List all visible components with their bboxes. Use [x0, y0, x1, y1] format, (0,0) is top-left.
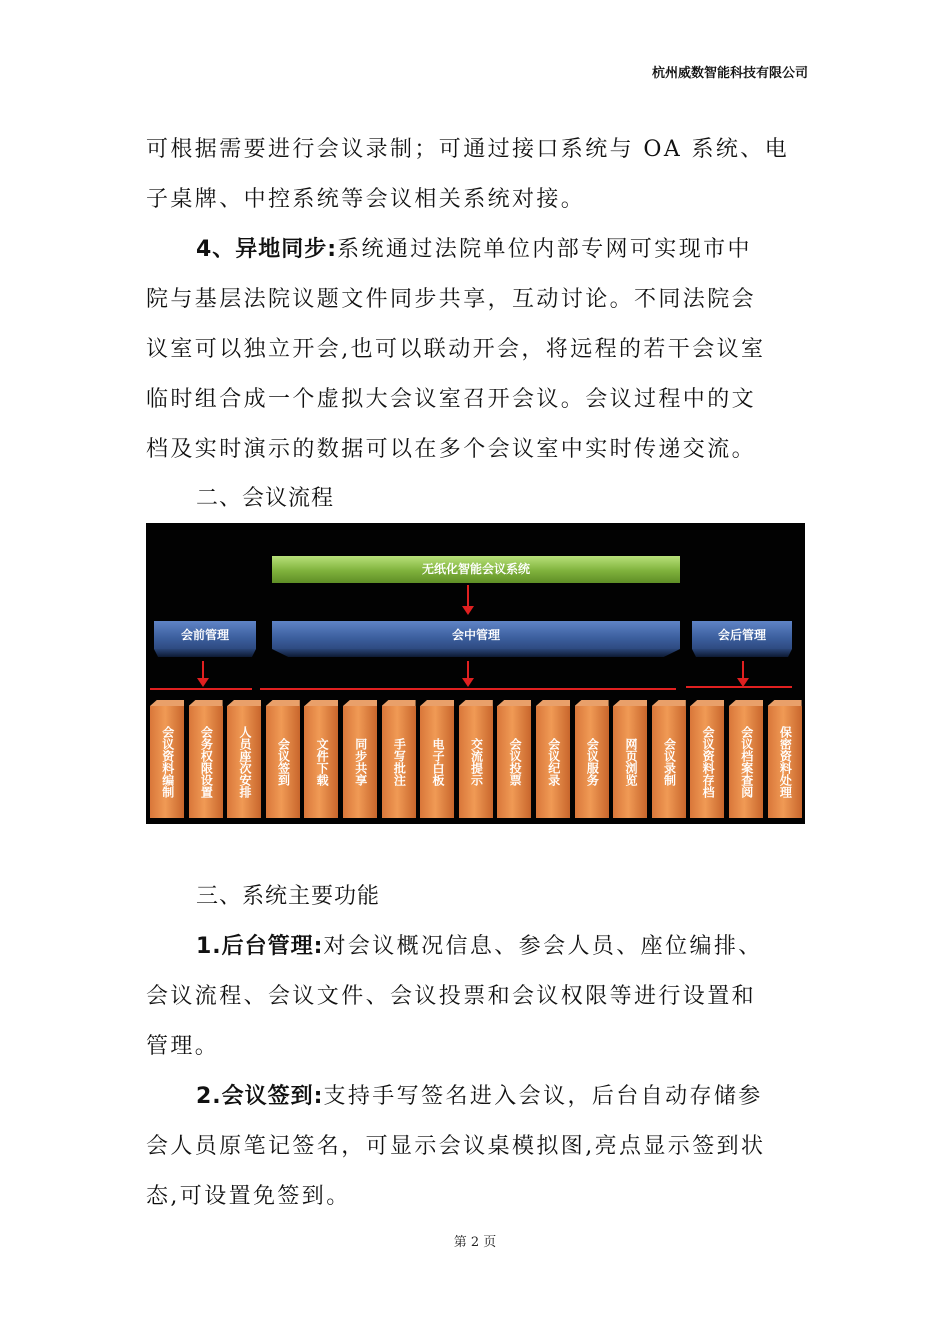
paragraph-remote-sync: [196, 235, 752, 265]
arrow-down-icon: [467, 661, 469, 681]
paragraph-label: 4、异地同步:: [196, 237, 338, 262]
text-line: 档及实时演示的数据可以在多个会议室中实时传递交流。: [146, 437, 757, 462]
process-step: 会议录制: [652, 706, 686, 818]
range-line: [260, 688, 676, 690]
system-box: 无纸化智能会议系统: [272, 556, 680, 583]
process-step: 会议档案查阅: [729, 706, 763, 818]
process-step: 会议资料存档: [690, 706, 724, 818]
arrow-down-icon: [202, 661, 204, 681]
text-line: 子桌牌、中控系统等会议相关系统对接。: [146, 187, 586, 212]
process-step: 文件下载: [304, 706, 338, 818]
text-line: 临时组合成一个虚拟大会议室召开会议。会议过程中的文: [146, 387, 757, 412]
in-meeting-box: 会中管理: [272, 621, 680, 649]
process-step: 交流提示: [459, 706, 493, 818]
range-line: [150, 688, 252, 690]
text-line: 可根据需要进行会议录制；可通过接口系统与 OA 系统、电: [146, 137, 790, 162]
range-line: [686, 686, 792, 688]
page-number: 第 2 页: [453, 1235, 497, 1250]
pre-meeting-box: 会前管理: [154, 621, 256, 649]
section-heading: 二、会议流程: [196, 486, 335, 511]
text-line: 议室可以独立开会,也可以联动开会，将远程的若干会议室: [146, 337, 766, 362]
process-step: 会议投票: [497, 706, 531, 818]
process-step: 电子白板: [420, 706, 454, 818]
paragraph-label: 2.会议签到:: [196, 1084, 324, 1109]
text-line: 会议流程、会议文件、会议投票和会议权限等进行设置和: [146, 984, 757, 1009]
process-step: 会务权限设置: [189, 706, 223, 818]
text-line: 支持手写签名进入会议，后台自动存储参: [323, 1084, 763, 1109]
paragraph-label: 1.后台管理:: [196, 934, 324, 959]
process-step: 会议资料编制: [150, 706, 184, 818]
post-meeting-box: 会后管理: [692, 621, 792, 649]
process-step: 会议纪录: [536, 706, 570, 818]
text-line: 院与基层法院议题文件同步共享，互动讨论。不同法院会: [146, 287, 757, 312]
paragraph-signin: [196, 1082, 763, 1112]
meeting-flow-diagram: [146, 523, 805, 824]
arrow-down-icon: [467, 585, 469, 609]
text-line: 系统通过法院单位内部专网可实现市中: [337, 237, 752, 262]
process-step: 手写批注: [382, 706, 416, 818]
process-step: 同步共享: [343, 706, 377, 818]
process-step: 会议签到: [266, 706, 300, 818]
process-step: 网页浏览: [613, 706, 647, 818]
process-step: 人员座次安排: [227, 706, 261, 818]
text-line: 会人员原笔记签名，可显示会议桌模拟图,亮点显示签到状: [146, 1134, 766, 1159]
text-line: 管理。: [146, 1034, 220, 1059]
text-line: 对会议概况信息、参会人员、座位编排、: [323, 934, 763, 959]
process-step: 会议服务: [575, 706, 609, 818]
paragraph-backend: [196, 932, 763, 962]
process-step: 保密资料处理: [768, 706, 802, 818]
section-heading: 三、系统主要功能: [196, 884, 381, 909]
company-header: 杭州威数智能科技有限公司: [651, 66, 808, 81]
arrow-down-icon: [742, 661, 744, 681]
text-line: 态,可设置免签到。: [146, 1184, 351, 1209]
